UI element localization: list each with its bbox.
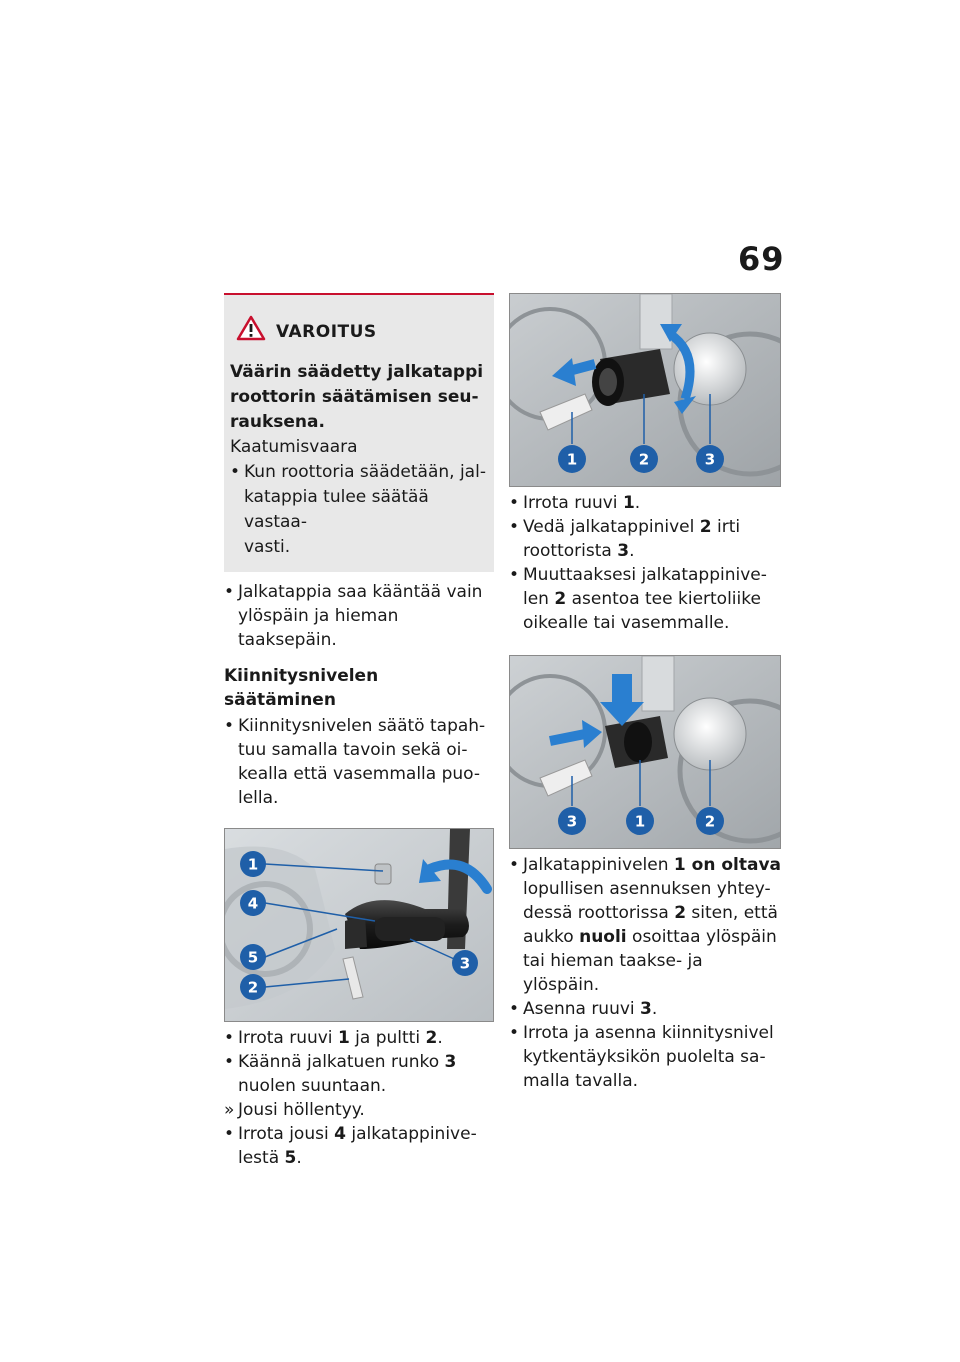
warning-headline-line: roottorin säätämisen seu- bbox=[230, 387, 479, 407]
warning-title: VAROITUS bbox=[276, 321, 377, 342]
text: osoittaa ylöspäin bbox=[626, 927, 777, 947]
figure-footpeg-spring bbox=[224, 828, 494, 1022]
step-bullet bbox=[509, 997, 781, 1021]
svg-text:1: 1 bbox=[247, 855, 259, 874]
text: jalkatappinive- bbox=[345, 1124, 477, 1144]
text: lestä bbox=[238, 1148, 285, 1168]
text-line: lopullisen asennuksen yhtey- bbox=[523, 879, 771, 899]
ref-number: 1 bbox=[622, 493, 635, 513]
callout-2 bbox=[240, 974, 266, 1000]
callout-5 bbox=[240, 944, 266, 970]
ref-number: 2 bbox=[554, 589, 567, 609]
ref-number: 2 bbox=[699, 517, 712, 537]
warning-headline bbox=[230, 360, 486, 435]
svg-text:4: 4 bbox=[247, 894, 259, 913]
step-bullet bbox=[224, 1050, 494, 1098]
section-bullet bbox=[224, 714, 494, 810]
step-bullet bbox=[509, 491, 781, 515]
warning-headline-line: rauksena. bbox=[230, 412, 325, 432]
figure-rotor-removal bbox=[509, 293, 781, 487]
page-number: 69 bbox=[738, 240, 785, 278]
ref-number: 4 bbox=[334, 1124, 346, 1144]
svg-text:3: 3 bbox=[704, 450, 716, 469]
text-line: • Jalkatappia saa kääntää vain bbox=[238, 582, 483, 602]
text: siten, että bbox=[686, 903, 778, 923]
figure-rotor-install bbox=[509, 655, 781, 849]
svg-text:5: 5 bbox=[247, 948, 259, 967]
right-steps-a bbox=[509, 491, 781, 635]
step-bullet bbox=[509, 563, 781, 635]
intro-bullet bbox=[224, 580, 494, 652]
text-line: nuolen suuntaan. bbox=[238, 1076, 387, 1096]
step-bullet bbox=[224, 1026, 494, 1050]
text: . bbox=[296, 1148, 302, 1168]
warning-hazard: Kaatumisvaara bbox=[230, 437, 358, 457]
ref-number: 1 bbox=[337, 1028, 350, 1048]
ref-number: 2 bbox=[425, 1028, 438, 1048]
step-bullet bbox=[509, 853, 781, 997]
svg-text:3: 3 bbox=[459, 954, 471, 973]
callout-4 bbox=[240, 890, 266, 916]
ref-number: 3 bbox=[640, 999, 652, 1019]
text-line: kytkentäyksikön puolelta sa- bbox=[523, 1047, 766, 1067]
step-bullet bbox=[224, 1122, 494, 1170]
callout-2 bbox=[696, 807, 724, 835]
text: aukko bbox=[523, 927, 580, 947]
ref-number: 3 bbox=[617, 541, 630, 561]
warning-triangle-icon bbox=[236, 315, 266, 348]
text: Jalkatappinivelen bbox=[523, 855, 674, 875]
text-line: vasti. bbox=[244, 537, 291, 557]
callout-1 bbox=[558, 445, 586, 473]
warning-bullet bbox=[230, 460, 486, 560]
right-column bbox=[509, 293, 781, 1093]
text-line: tai hieman taakse- ja ylöspäin. bbox=[523, 951, 703, 995]
callout-3 bbox=[696, 445, 724, 473]
warning-box bbox=[224, 293, 494, 572]
svg-text:1: 1 bbox=[634, 812, 646, 831]
text: Jousi höllentyy. bbox=[238, 1100, 365, 1120]
right-steps-b bbox=[509, 853, 781, 1093]
text-line: • Muuttaaksesi jalkatappinive- bbox=[523, 565, 767, 585]
text: . bbox=[629, 541, 635, 561]
warning-bullets bbox=[230, 460, 486, 560]
text: Irrota ruuvi bbox=[238, 1028, 338, 1048]
step-bullet bbox=[509, 1021, 781, 1093]
callout-3 bbox=[452, 950, 478, 976]
text-line: lella. bbox=[238, 788, 279, 808]
text: Asenna ruuvi bbox=[523, 999, 641, 1019]
text: ja pultti bbox=[349, 1028, 426, 1048]
ref-number: 2 bbox=[674, 903, 687, 923]
text: roottorista bbox=[523, 541, 618, 561]
text: . bbox=[651, 999, 658, 1019]
text-line: katappia tulee säätää vastaa- bbox=[244, 487, 429, 532]
text-line: ylöspäin ja hieman taaksepäin. bbox=[238, 606, 399, 650]
text: Käännä jalkatuen runko bbox=[238, 1052, 445, 1072]
callout-3 bbox=[558, 807, 586, 835]
text-line: tuu samalla tavoin sekä oi- bbox=[238, 740, 468, 760]
text: dessä roottorissa bbox=[523, 903, 675, 923]
svg-text:1: 1 bbox=[566, 450, 578, 469]
callout-1 bbox=[240, 851, 266, 877]
section-bullets bbox=[224, 714, 494, 810]
text: . bbox=[437, 1028, 443, 1048]
text: asentoa tee kiertoliike bbox=[566, 589, 761, 609]
left-steps bbox=[224, 1026, 494, 1170]
text-line: • Irrota ja asenna kiinnitysnivel bbox=[523, 1023, 774, 1043]
text-line: malla tavalla. bbox=[523, 1071, 639, 1091]
text: Vedä jalkatappinivel bbox=[523, 517, 700, 537]
svg-text:2: 2 bbox=[638, 450, 650, 469]
intro-bullets bbox=[224, 580, 494, 652]
warning-headline-line: Väärin säädetty jalkatappi bbox=[230, 362, 484, 382]
step-result bbox=[224, 1098, 494, 1122]
emphasis: nuoli bbox=[579, 927, 627, 947]
text: irti bbox=[711, 517, 741, 537]
svg-text:3: 3 bbox=[566, 812, 578, 831]
text: Irrota ruuvi bbox=[523, 493, 623, 513]
text-line: oikealle tai vasemmalle. bbox=[523, 613, 730, 633]
callout-1 bbox=[626, 807, 654, 835]
emphasis: 1 on oltava bbox=[673, 855, 781, 875]
step-bullet bbox=[509, 515, 781, 563]
callout-2 bbox=[630, 445, 658, 473]
left-column bbox=[224, 293, 494, 1170]
text-line: • Kun roottoria säädetään, jal- bbox=[244, 462, 486, 482]
warning-header bbox=[230, 315, 486, 348]
section-title: Kiinnitysnivelen säätäminen bbox=[224, 666, 379, 710]
text: Irrota jousi bbox=[238, 1124, 335, 1144]
svg-text:2: 2 bbox=[247, 978, 259, 997]
svg-text:2: 2 bbox=[704, 812, 716, 831]
ref-number: 3 bbox=[444, 1052, 457, 1072]
ref-number: 5 bbox=[284, 1148, 297, 1168]
text: len bbox=[523, 589, 555, 609]
text-line: kealla että vasemmalla puo- bbox=[238, 764, 481, 784]
text: . bbox=[634, 493, 641, 513]
text-line: • Kiinnitysnivelen säätö tapah- bbox=[238, 716, 486, 736]
